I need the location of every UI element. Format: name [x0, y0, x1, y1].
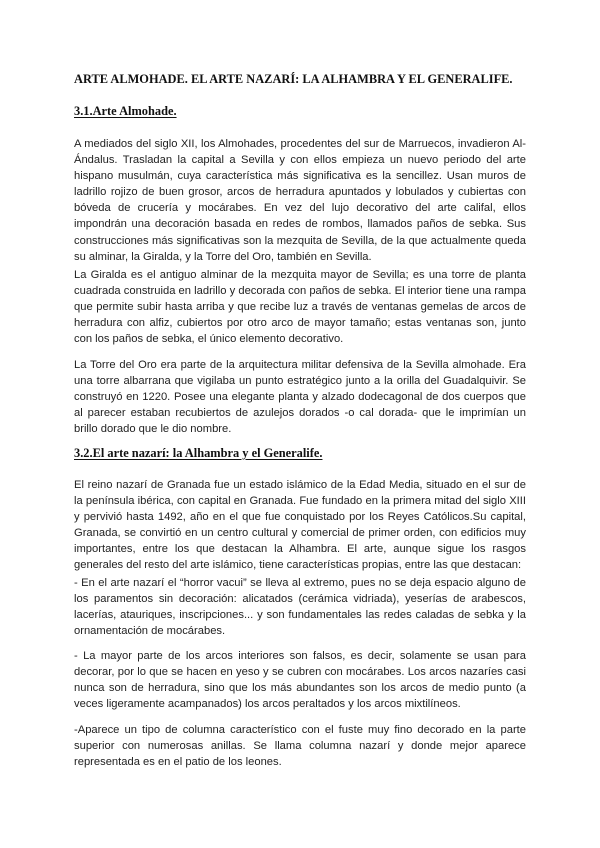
- document-title: ARTE ALMOHADE. EL ARTE NAZARÍ: LA ALHAMBRA Y EL GENERALIFE.: [74, 72, 513, 86]
- paragraph-giralda: La Giralda es el antiguo alminar de la mezquita mayor de Sevilla; es una torre de planta cuadrada construida en ladrillo y decorada con paños de sebka. El interior tiene una rampa que permite subir hasta arriba y que recibe luz a través de ventanas gemelas de arcos de herradura con alfiz, cubiertos por otro arco de mayor tamaño; estas ventanas son, junto con los paños de sebka, el único elemento decorativo.: [74, 269, 526, 346]
- section-heading-nazari: [74, 446, 534, 461]
- section-heading-almohade: [74, 104, 534, 119]
- paragraph-horror-vacui: - En el arte nazarí el “horror vacui” se lleva al extremo, pues no se deja espacio alguno de los paramentos sin decoración: alicatados (cerámica vidriada), yeserías de arabescos, lacerías, atauriques, inscripciones... y son fundamentales las redes caladas de sebka y la ornamentación de mocárabes.: [74, 577, 526, 638]
- paragraph-arcos: - La mayor parte de los arcos interiores son falsos, es decir, solamente se usan para decorar, por lo que se hacen en yeso y se cubren con mocárabes. Los arcos nazaríes casi nunca son de herradura, sino que los más abundantes son los arcos de medio punto (a veces ligeramente acampanados) los arcos peraltados y los arcos mixtilíneos.: [74, 650, 526, 711]
- paragraph-almohade-intro: A mediados del siglo XII, los Almohades, procedentes del sur de Marruecos, invadieron Al-Ándalus. Trasladan la capital a Sevilla y con ellos empieza un nuevo periodo del arte hispano musulmán, cuya característica más significativa es la sencillez. Usan muros de ladrillo rojizo de buen grosor, arcos de herradura apuntados y lobulados y cubiertas con bóveda de crucería y mocárabes. En vez del lujo decorativo del arte califal, ellos impondrán una decoración basada en redes de rombos, llamados paños de sebka. Sus construcciones más significativas son la mezquita de Sevilla, de la que actualmente queda su alminar, la Giralda, y la Torre del Oro, también en Sevilla.: [74, 138, 526, 263]
- paragraph-torre-del-oro: La Torre del Oro era parte de la arquitectura militar defensiva de la Sevilla almohade. Era una torre albarrana que vigilaba un punto estratégico junto a la orilla del Guadalquivir. Se construyó en 1220. Posee una elegante planta y alzado dodecagonal de dos cuerpos que al parecer estaban recubiertos de azulejos dorados -o cal dorada- que le imprimían un brillo dorado que le dio nombre.: [74, 359, 526, 436]
- paragraph-reino-nazari: El reino nazarí de Granada fue un estado islámico de la Edad Media, situado en el sur de la península ibérica, con capital en Granada. Fue fundado en la primera mitad del siglo XIII y pervivió hasta 1492, año en el que fue conquistado por los Reyes Católicos.Su capital, Granada, se convirtió en un centro cultural y comercial de primer orden, con edificios muy importantes, entre los que destacan la Alhambra. El arte, aunque sigue los rasgos generales del resto del arte islámico, tiene características propias, entre las que destacan:: [74, 479, 526, 572]
- section-heading-nazari-text: 3.2.El arte nazarí: la Alhambra y el Generalife.: [74, 446, 323, 460]
- paragraph-columna-nazari: -Aparece un tipo de columna característico con el fuste muy fino decorado en la parte superior con numerosas anillas. Se llama columna nazarí y donde mejor aparece representada es en el patio de los leones.: [74, 724, 526, 769]
- section-heading-almohade-text: 3.1.Arte Almohade.: [74, 104, 177, 118]
